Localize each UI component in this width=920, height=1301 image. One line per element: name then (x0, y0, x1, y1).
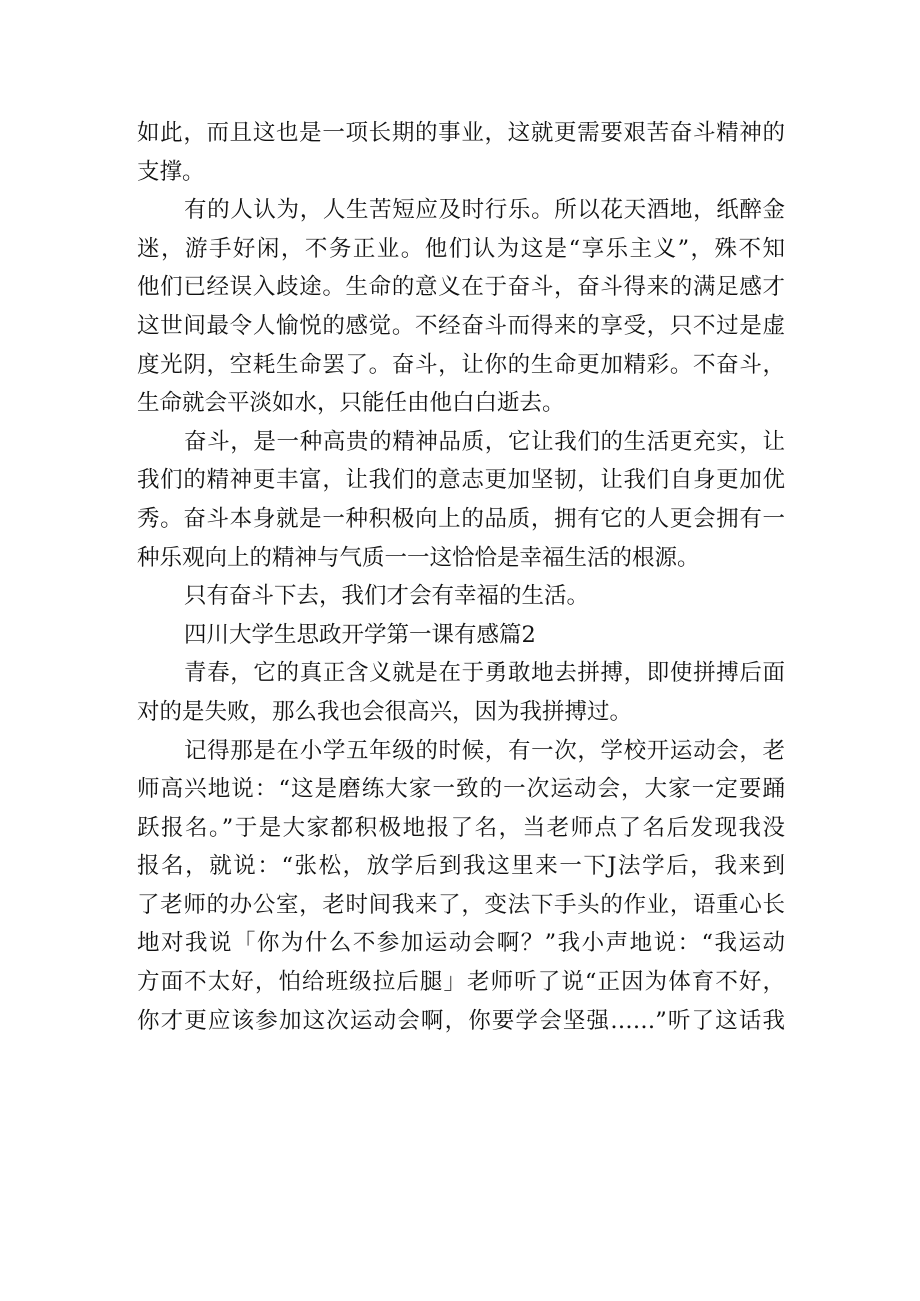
text-line: 跃报名。”于是大家都积极地报了名，当老师点了名后发现我没 (137, 814, 785, 841)
text-line: 四川大学生思政开学第一课有感篇2 (184, 621, 536, 648)
text-line: 迷，游手好闲，不务正业。他们认为这是“享乐主义”，殊不知 (137, 235, 785, 262)
text-line: 这世间最令人愉悦的感觉。不经奋斗而得来的享受，只不过是虚 (137, 312, 785, 339)
text-line: 生命就会平淡如水，只能任由他白白逝去。 (137, 390, 565, 417)
text-line: 对的是失败，那么我也会很高兴，因为我拼搏过。 (137, 698, 633, 725)
text-line: 地对我说「你为什么不参加运动会啊？”我小声地说：“我运动 (137, 930, 785, 957)
text-line: 记得那是在小学五年级的时候，有一次，学校开运动会，老 (184, 737, 785, 764)
text-line: 我们的精神更丰富，让我们的意志更加坚韧，让我们自身更加优 (137, 467, 785, 494)
text-line: 奋斗，是一种高贵的精神品质，它让我们的生活更充实，让 (184, 428, 785, 455)
text-line: 方面不太好，怕给班级拉后腿」老师听了说“正因为体育不好， (137, 969, 785, 996)
text-line: 他们已经误入歧途。生命的意义在于奋斗，奋斗得来的满足感才 (137, 274, 785, 301)
text-line: 师高兴地说：“这是磨练大家一致的一次运动会，大家一定要踊 (137, 776, 785, 803)
text-line: 种乐观向上的精神与气质一一这恰恰是幸福生活的根源。 (137, 544, 700, 571)
text-line: 你才更应该参加这次运动会啊，你要学会坚强……”听了这话我 (137, 1007, 785, 1034)
text-line: 有的人认为，人生苦短应及时行乐。所以花天酒地，纸醉金 (184, 197, 785, 224)
text-line: 只有奋斗下去，我们才会有幸福的生活。 (184, 583, 590, 610)
text-line: 报名，就说：“张松，放学后到我这里来一下J法学后，我来到 (137, 853, 785, 880)
text-line: 支撑。 (137, 158, 205, 185)
document-page (137, 114, 785, 1154)
text-line: 度光阴，空耗生命罢了。奋斗，让你的生命更加精彩。不奋斗， (137, 351, 785, 378)
text-line: 如此，而且这也是一项长期的事业，这就更需要艰苦奋斗精神的 (137, 120, 785, 146)
text-line: 了老师的办公室，老时间我来了，变法下手头的作业，语重心长 (137, 891, 785, 918)
text-line: 青春，它的真正含义就是在于勇敢地去拼搏，即使拼搏后面 (184, 660, 785, 687)
text-line: 秀。奋斗本身就是一种积极向上的品质，拥有它的人更会拥有一 (137, 505, 785, 532)
